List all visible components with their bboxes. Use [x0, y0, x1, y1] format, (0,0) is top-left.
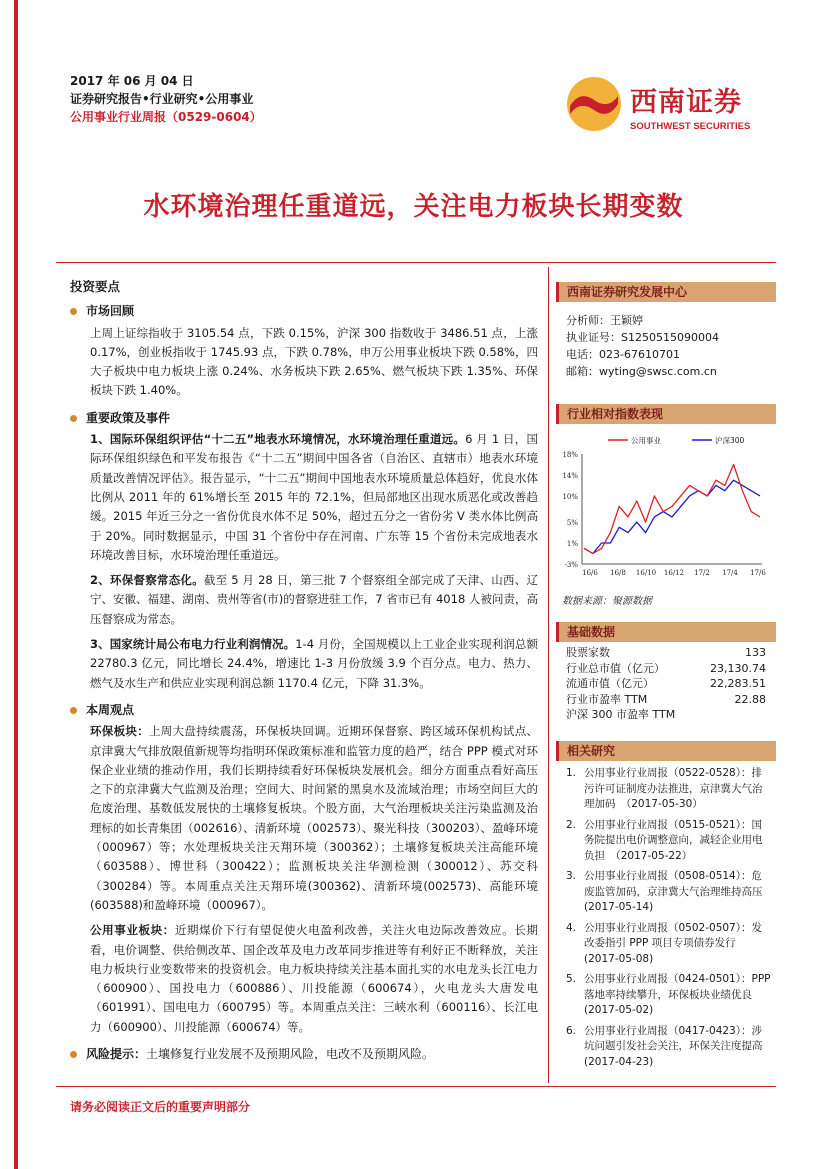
related-line: 改委指引 PPP 项目专项债券发行 [584, 937, 736, 949]
risk-heading: 风险提示： [86, 1046, 147, 1061]
related-report-link[interactable] [556, 1024, 776, 1071]
event-2-title: 2、环保督察常态化。 [90, 573, 204, 588]
util-text: 近期煤价下行有望促使火电盈利改善，关注火电边际改善效应。长期看，电价调整、供给侧改革、国企改革及电力改革同步推进等有利好正不断释放，关注电力板块行业变数带来的投资机会。电力板块持续关注基本面扎实的水电龙头长江电力（600900）、国投电力（600886）、川投能源（600674），火电龙头大唐发电（601991）、国电电力（600795）等。本周重点关注：三峡水利（600116）、长江电力（600900）、川投能源（600674）等。 [90, 923, 538, 1034]
y-tick-label: 14% [562, 471, 578, 480]
related-line: (2017-05-08) [584, 952, 654, 965]
footer-disclaimer: 请务必阅读正文后的重要声明部分 [70, 1100, 251, 1114]
analyst-cert: 执业证号：S1250515090004 [566, 331, 719, 344]
basic-value: 22.88 [734, 692, 766, 706]
logo-en-text: SOUTHWEST SECURITIES [630, 121, 751, 132]
event-3-title: 3、国家统计局公布电力行业利润情况。 [90, 637, 296, 652]
basic-value: 23,130.74 [710, 661, 766, 675]
view-heading: 本周观点 [86, 702, 135, 717]
event-2-text: 截至 5 月 28 日，第三批 7 个督察组全部完成了天津、山西、辽宁、安徽、福建、湖南、贵州等省(市)的督察进驻工作，7 省市已有 4018 人被问责，高压督察成为常态。 [90, 573, 538, 626]
column-divider [548, 267, 549, 1083]
y-tick-label: 18% [562, 451, 578, 459]
related-number: 6. [566, 1024, 577, 1037]
related-line: 公用事业行业周报（0522-0528）：排 [584, 767, 762, 779]
basic-data-list [556, 642, 776, 723]
related-line: (2017-05-02) [584, 1004, 654, 1016]
market-heading: 市场回顾 [86, 304, 135, 319]
data-source: 数据来源：聚源数据 [562, 596, 652, 607]
bullet-icon [70, 707, 77, 714]
basic-data-row [556, 645, 776, 661]
event-1-title: 1、国际环保组织评估“十二五”地表水环境情况，水环境治理任重道远。 [90, 432, 466, 447]
basic-key: 行业总市值（亿元） [566, 661, 665, 675]
y-tick-label: -3% [564, 561, 578, 569]
related-title: 相关研究 [556, 741, 776, 761]
basic-key: 行业市盈率 TTM [566, 692, 648, 706]
risk-text: 土壤修复行业发展不及预期风险，电改不及预期风险。 [146, 1046, 435, 1061]
index-chart-svg [556, 428, 776, 592]
related-line: (2017-04-23) [584, 1055, 654, 1068]
analyst-phone: 电话：023-67610701 [566, 348, 680, 361]
related-line: 公用事业行业周报（0424-0501）：PPP [584, 973, 771, 985]
related-list [556, 761, 776, 1070]
series-line-utilities [584, 465, 760, 554]
perf-title-box [556, 404, 776, 424]
related-line: 公用事业行业周报（0417-0423）：涉 [584, 1024, 762, 1037]
section-view [70, 701, 538, 720]
related-report-link[interactable] [556, 972, 776, 1019]
x-tick-label: 16/6 [582, 569, 598, 577]
env-title: 环保板块： [90, 724, 149, 739]
basic-data-box [556, 622, 776, 723]
basic-data-row [556, 661, 776, 677]
related-line: 公用事业行业周报（0515-0521）：国 [584, 818, 762, 831]
related-line: 公用事业行业周报（0508-0514）：危 [584, 870, 762, 882]
report-category: 证券研究报告•行业研究•公用事业 [70, 92, 254, 106]
related-line: 务院提出电价调整意向，减轻企业用电 [584, 834, 763, 846]
related-number: 2. [566, 818, 577, 831]
analyst-email[interactable]: 邮箱：wyting@swsc.com.cn [566, 365, 717, 378]
bullet-icon [70, 308, 77, 315]
related-number: 4. [566, 921, 577, 934]
basic-key: 流通市值（亿元） [566, 677, 654, 690]
related-report-link[interactable] [556, 818, 776, 865]
perf-title: 行业相对指数表现 [556, 404, 776, 424]
related-line: 公用事业行业周报（0502-0507）：发 [584, 921, 762, 934]
section-events [70, 409, 538, 428]
x-tick-label: 17/4 [722, 569, 738, 577]
env-text: 上周大盘持续震荡，环保板块回调。近期环保督察、跨区域环保机构试点、京津冀大气排放限值新规等均指明环保政策标准和监管力度的趋严，结合 PPP 模式对环保企业业绩的推动作用，我们长期持续看好环保板块发展机会。细分方面重点看好高压之下的京津冀大气监测及治理；空间大、时间紧的黑臭水及流域治理；市场空间巨大的危废治理、基数低发展快的土壤修复板块。个股方面，大气治理板块关注污染监测及治理标的如长青集团（002616）、清新环境（002573）、聚光科技（300203）、盈峰环境（000967）等；水处理板块关注天翔环境（300362）；土壤修复板块关注高能环境（603588）、博世科（300422）；监测板块关注华测检测（300012）、苏交科（300284）等。本周重点关注天翔环境(300362)、清新环境(002573)、高能环境(603588)和盈峰环境（000967）。 [90, 724, 539, 912]
y-tick-label: 5% [566, 519, 578, 528]
y-tick-label: 1% [566, 540, 578, 549]
top-divider [56, 262, 776, 263]
section-risk [70, 1045, 538, 1064]
related-line: (2017-05-14) [584, 901, 654, 913]
page-title: 水环境治理任重道远，关注电力板块长期变数 [143, 192, 684, 222]
util-title: 公用事业板块： [90, 923, 175, 938]
event-1 [70, 430, 538, 565]
related-line: 负担 （2017-05-22） [584, 849, 693, 862]
basic-value: 133 [745, 646, 766, 659]
basic-value: 22,283.51 [710, 677, 766, 690]
center-title: 西南证券研究发展中心 [556, 282, 776, 302]
basic-data-row [556, 676, 776, 692]
report-date: 2017 年 06 月 04 日 [70, 74, 194, 88]
event-2 [70, 571, 538, 629]
main-content [70, 277, 538, 1066]
left-accent-bar [14, 0, 18, 1169]
company-logo [566, 76, 766, 138]
related-box [556, 741, 776, 1075]
util-paragraph [70, 921, 538, 1037]
basic-data-row [556, 707, 776, 723]
x-tick-label: 16/8 [610, 569, 626, 577]
related-report-link[interactable] [556, 869, 776, 916]
invest-heading: 投资要点 [70, 279, 121, 294]
analyst-box [556, 282, 776, 380]
basic-key: 股票家数 [566, 646, 610, 659]
report-name: 公用事业行业周报（0529-0604） [70, 110, 262, 124]
event-3-text: 1-4 月份，全国规模以上工业企业实现利润总额 22780.3 亿元，同比增长 24.4%，增速比 1-3 月份放缓 3.9 个百分点。电力、热力、燃气及水生产和供应业实现利润总额 1170.4 亿元，下降 31.3%。 [90, 637, 538, 690]
x-tick-label: 17/2 [694, 569, 710, 577]
related-line: 理加码 （2017-05-30） [584, 798, 703, 810]
report-header [70, 72, 262, 126]
bottom-divider [56, 1086, 776, 1087]
series-line-hs300 [584, 480, 760, 553]
logo-emblem-icon [566, 76, 622, 132]
legend-label: 公用事业 [631, 436, 661, 445]
bullet-icon [70, 415, 77, 422]
related-line: 坑问题引发社会关注，环保关注度提高 [584, 1040, 763, 1052]
related-line: 污许可证制度办法推进，京津冀大气治 [584, 782, 763, 795]
section-market [70, 302, 538, 321]
x-tick-label: 17/6 [750, 569, 766, 577]
market-text: 上周上证综指收于 3105.54 点，下跌 0.15%，沪深 300 指数收于 3486.51 点，上涨 0.17%，创业板指收于 1745.93 点，下跌 0.78%，申万公用事业板块下跌 0.58%，四大子板块中电力板块上涨 0.24%、水务板块下跌 2.65%、燃气板块下跌 1.35%、环保板块下跌 1.40%。 [90, 325, 538, 398]
index-chart [556, 428, 776, 592]
related-number: 3. [566, 870, 577, 882]
basic-key: 沪深 300 市盈率 TTM [566, 708, 676, 721]
event-3 [70, 635, 538, 693]
event-1-text: 6 月 1 日，国际环保组织绿色和平发布报告《“十二五”期间中国各省（自治区、直辖市）地表水环境质量改善情况评估》。报告显示，“十二五”期间中国地表水环境质量总体趋好，优良水体比例从 2011 年的 61%增长至 2015 年的 72.1%，但局部地区出现水质恶化或改善趋缓。2015 年近三分之一省份优良水体不足 50%，超过五分之一省份劣 V 类水体比例高于 20%。同时数据显示，中国 31 个省份中存在河南、广东等 15 个省份未完成地表水环境改善目标，水环境治理任重道远。 [90, 432, 538, 562]
related-report-link[interactable] [556, 921, 776, 968]
legend-label: 沪深300 [715, 436, 745, 445]
basic-title: 基础数据 [556, 622, 776, 642]
related-number: 5. [566, 973, 577, 985]
logo-cn-text: 西南证券 [630, 87, 742, 118]
related-line: 废监管加码，京津冀大气治理维持高压 [584, 885, 763, 898]
related-number: 1. [566, 767, 577, 779]
related-line: 落地率持续攀升，环保板块业绩优良 [584, 988, 752, 1001]
bullet-icon [70, 1051, 77, 1058]
basic-data-row [556, 692, 776, 708]
events-heading: 重要政策及事件 [86, 410, 171, 425]
y-tick-label: 10% [562, 492, 578, 501]
env-paragraph [70, 722, 538, 915]
related-report-link[interactable] [556, 766, 776, 813]
analyst-name: 分析师：王颖婷 [566, 314, 643, 327]
x-tick-label: 16/12 [663, 569, 685, 577]
x-tick-label: 16/10 [635, 569, 657, 577]
